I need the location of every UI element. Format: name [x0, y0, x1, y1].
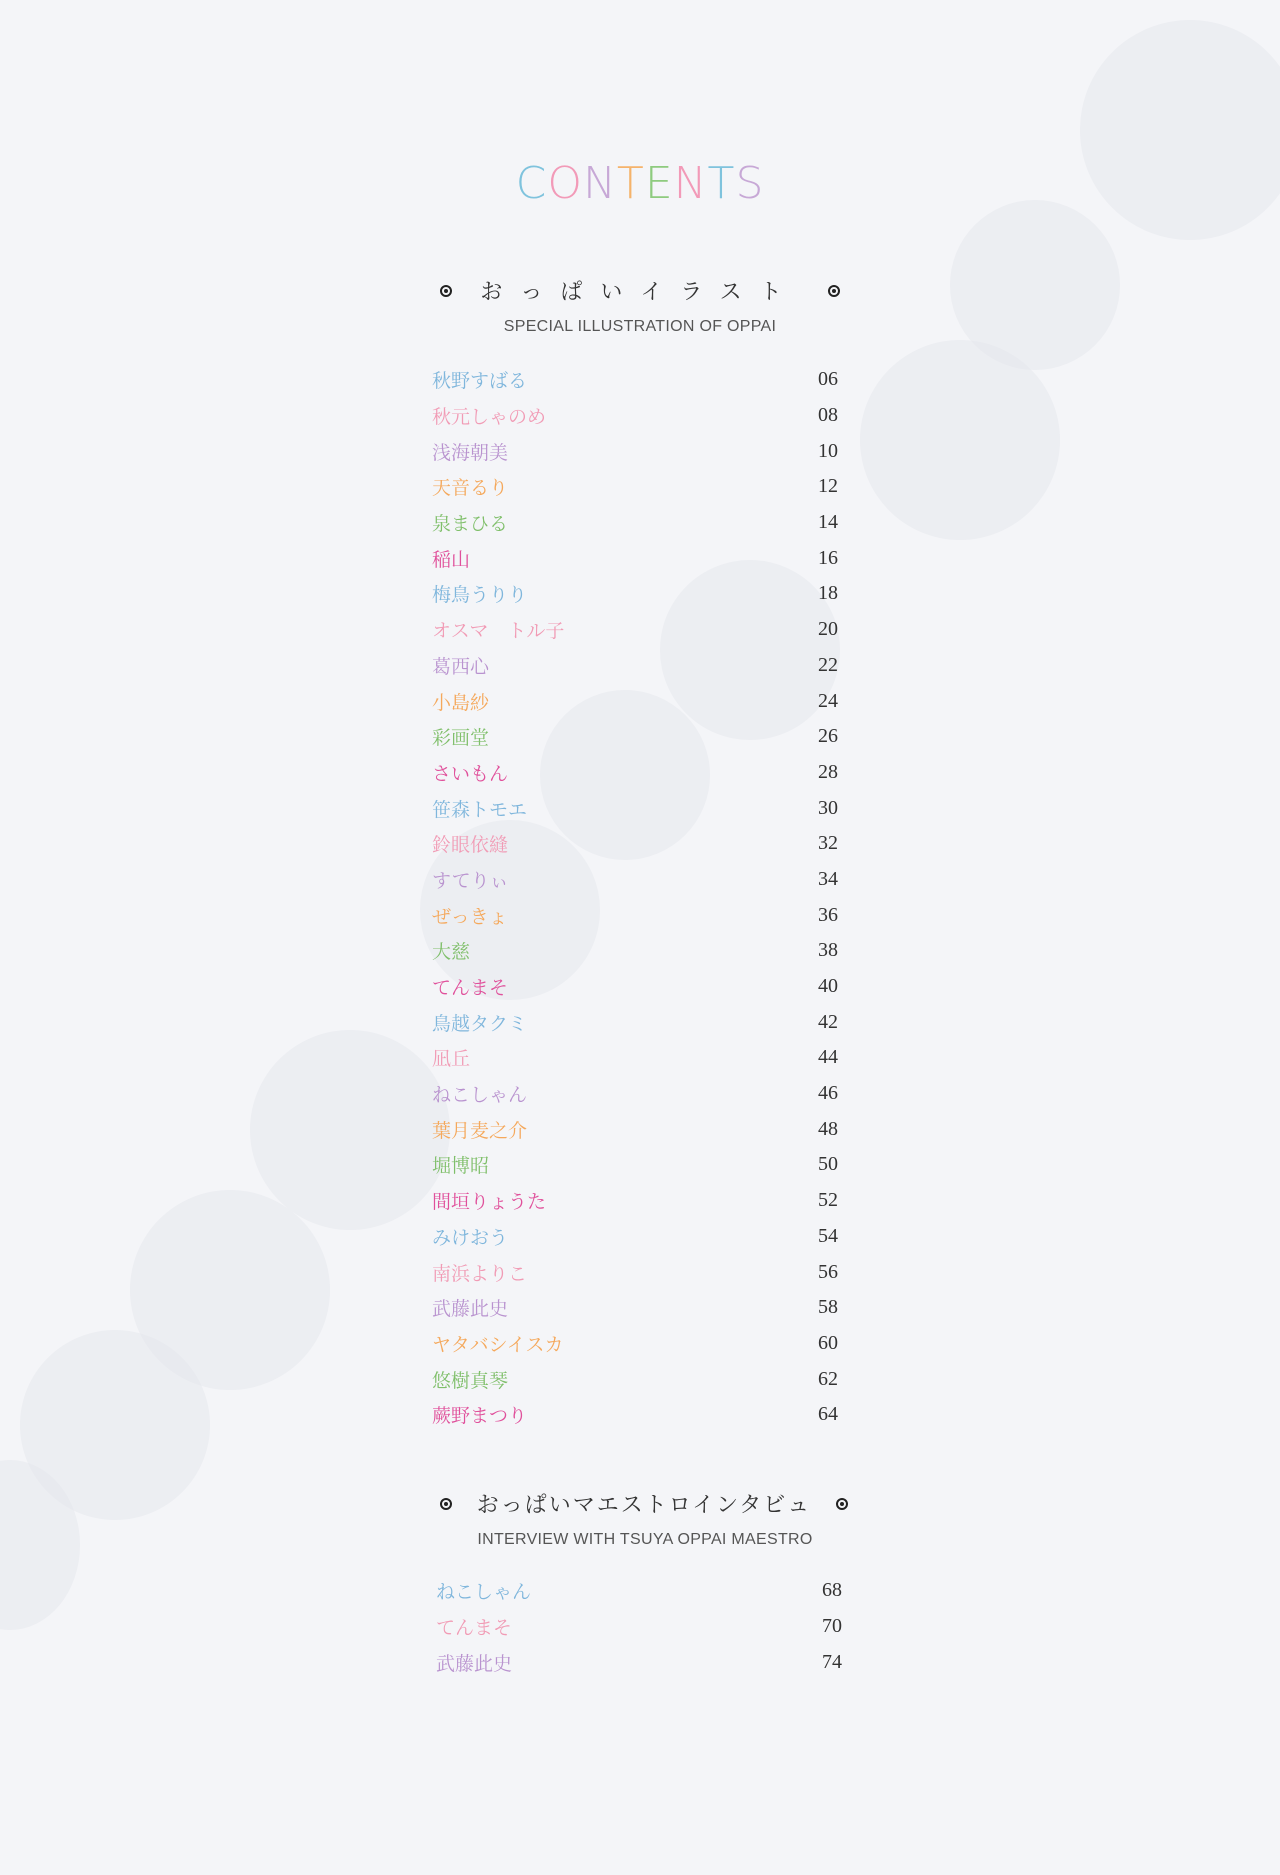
toc-entry[interactable] [432, 1254, 838, 1290]
bullet-icon [828, 285, 840, 297]
toc-entry-page: 46 [818, 1082, 838, 1105]
toc-entry[interactable] [432, 969, 838, 1005]
toc-entry-page: 10 [818, 439, 838, 462]
title-letter: N [583, 158, 617, 209]
toc-entry-page: 58 [818, 1296, 838, 1319]
toc-entry-name: 秋野すばる [432, 370, 528, 393]
section-title-jp [440, 1488, 848, 1519]
toc-entry-page: 52 [818, 1189, 838, 1212]
toc-entry-page: 64 [818, 1403, 838, 1426]
toc-entry-name: ヤタバシイスカ [432, 1333, 564, 1356]
toc-entry[interactable] [432, 648, 838, 684]
title-letter: O [547, 158, 583, 209]
toc-entry-name: 鳥越タクミ [432, 1012, 528, 1035]
toc-entry-page: 50 [818, 1153, 838, 1176]
toc-list-interview [436, 1573, 842, 1680]
toc-entry[interactable] [432, 398, 838, 434]
toc-entry[interactable] [432, 719, 838, 755]
toc-entry-page: 14 [818, 511, 838, 534]
toc-entry-name: ねこしゃん [432, 1084, 528, 1107]
toc-entry-name: ぜっきょ [432, 905, 508, 928]
toc-entry-name: 天音るり [432, 477, 509, 500]
toc-entry[interactable] [432, 862, 838, 898]
toc-entry-page: 28 [818, 760, 838, 783]
title-letter: T [616, 158, 645, 209]
bullet-icon [440, 285, 452, 297]
toc-entry-name: 彩画堂 [432, 727, 490, 750]
toc-entry-name: 葛西心 [432, 655, 490, 678]
section-title-jp-text: おっぱいイラスト [480, 280, 800, 305]
watermark-bubble [860, 340, 1060, 540]
toc-entry-name: 浅海朝美 [432, 441, 509, 464]
toc-entry-page: 40 [818, 975, 838, 998]
toc-entry-page: 24 [818, 689, 838, 712]
section-title-jp [440, 275, 840, 306]
toc-entry[interactable] [432, 1076, 838, 1112]
toc-entry[interactable] [432, 683, 838, 719]
toc-entry-name: 小島紗 [432, 691, 490, 714]
toc-entry[interactable] [436, 1644, 842, 1680]
section-header-illustrations [0, 275, 1280, 336]
section-title-jp-text: おっぱいマエストロインタビュ [476, 1493, 812, 1518]
toc-entry[interactable] [432, 469, 838, 505]
toc-entry[interactable] [432, 612, 838, 648]
toc-entry-page: 54 [818, 1224, 838, 1247]
toc-entry-name: 南浜よりこ [432, 1262, 528, 1285]
toc-entry-page: 22 [818, 653, 838, 676]
toc-entry-page: 12 [818, 475, 838, 498]
toc-entry-page: 48 [818, 1117, 838, 1140]
toc-entry-page: 36 [818, 903, 838, 926]
title-letter: T [707, 158, 736, 209]
toc-entry-name: 蕨野まつり [432, 1405, 528, 1428]
toc-entry-page: 18 [818, 582, 838, 605]
toc-entry-name: 鈴眼依縫 [432, 834, 509, 857]
toc-entry-name: 稲山 [432, 548, 471, 571]
toc-entry-page: 74 [822, 1650, 842, 1673]
toc-entry[interactable] [432, 1111, 838, 1147]
toc-entry-page: 06 [818, 368, 838, 391]
toc-entry-page: 68 [822, 1579, 842, 1602]
bullet-icon [836, 1498, 848, 1510]
toc-entry-page: 70 [822, 1615, 842, 1638]
title-letter: E [644, 158, 674, 209]
toc-entry-name: 梅鳥うりり [432, 584, 528, 607]
toc-entry[interactable] [432, 1004, 838, 1040]
toc-entry-page: 08 [818, 404, 838, 427]
title-letter: S [735, 158, 765, 209]
toc-entry-name: てんまそ [436, 1617, 513, 1640]
bullet-icon [440, 1498, 452, 1510]
toc-entry[interactable] [436, 1573, 842, 1609]
toc-entry-page: 44 [818, 1046, 838, 1069]
toc-entry[interactable] [432, 362, 838, 398]
toc-entry-page: 34 [818, 867, 838, 890]
toc-entry-page: 30 [818, 796, 838, 819]
toc-entry-page: 62 [818, 1367, 838, 1390]
toc-entry-name: 武藤此史 [432, 1298, 509, 1321]
watermark-bubble [250, 1030, 450, 1230]
toc-entry-name: オスマ トル子 [432, 620, 565, 643]
toc-entry[interactable] [432, 433, 838, 469]
toc-entry-page: 60 [818, 1331, 838, 1354]
toc-entry[interactable] [436, 1609, 842, 1645]
toc-entry-name: 間垣りょうた [432, 1191, 547, 1214]
toc-entry-page: 32 [818, 832, 838, 855]
toc-entry-page: 42 [818, 1010, 838, 1033]
toc-entry[interactable] [432, 1326, 838, 1362]
toc-entry-name: 葉月麦之介 [432, 1119, 528, 1142]
page-title [0, 158, 1280, 209]
toc-entry[interactable] [432, 826, 838, 862]
title-letter: C [515, 158, 548, 209]
toc-entry-page: 56 [818, 1260, 838, 1283]
toc-entry-page: 20 [818, 618, 838, 641]
toc-entry-name: すてりぃ [432, 869, 509, 892]
toc-entry[interactable] [432, 897, 838, 933]
section-title-en: SPECIAL ILLUSTRATION OF OPPAI [503, 318, 777, 335]
toc-entry[interactable] [432, 1361, 838, 1397]
toc-entry-name: 秋元しゃのめ [432, 406, 547, 429]
section-header-interview [0, 1488, 1280, 1549]
toc-entry-name: 武藤此史 [436, 1652, 513, 1675]
toc-entry-name: 大慈 [432, 941, 471, 964]
toc-entry-name: 堀博昭 [432, 1155, 490, 1178]
toc-entry[interactable] [432, 1219, 838, 1255]
toc-entry-name: 泉まひる [432, 513, 509, 536]
toc-entry-name: さいもん [432, 762, 509, 785]
section-title-en: INTERVIEW WITH TSUYA OPPAI MAESTRO [477, 1531, 813, 1548]
toc-entry[interactable] [432, 540, 838, 576]
title-letter: N [673, 158, 708, 209]
toc-entry-name: 凪丘 [432, 1048, 471, 1071]
toc-entry-name: 笹森トモエ [432, 798, 528, 821]
toc-entry[interactable] [432, 1040, 838, 1076]
toc-entry[interactable] [432, 755, 838, 791]
toc-entry-page: 38 [818, 939, 838, 962]
toc-entry[interactable] [432, 505, 838, 541]
toc-entry[interactable] [432, 933, 838, 969]
toc-entry[interactable] [432, 1290, 838, 1326]
toc-list-illustrations [432, 362, 838, 1433]
toc-entry[interactable] [432, 1147, 838, 1183]
toc-entry[interactable] [432, 1183, 838, 1219]
toc-entry-page: 26 [818, 725, 838, 748]
toc-entry-page: 16 [818, 546, 838, 569]
toc-entry-name: みけおう [432, 1226, 509, 1249]
toc-entry[interactable] [432, 790, 838, 826]
toc-entry-name: てんまそ [432, 977, 509, 1000]
toc-entry-name: ねこしゃん [436, 1581, 532, 1604]
toc-entry-name: 悠樹真琴 [432, 1369, 509, 1392]
toc-entry[interactable] [432, 576, 838, 612]
toc-entry[interactable] [432, 1397, 838, 1433]
